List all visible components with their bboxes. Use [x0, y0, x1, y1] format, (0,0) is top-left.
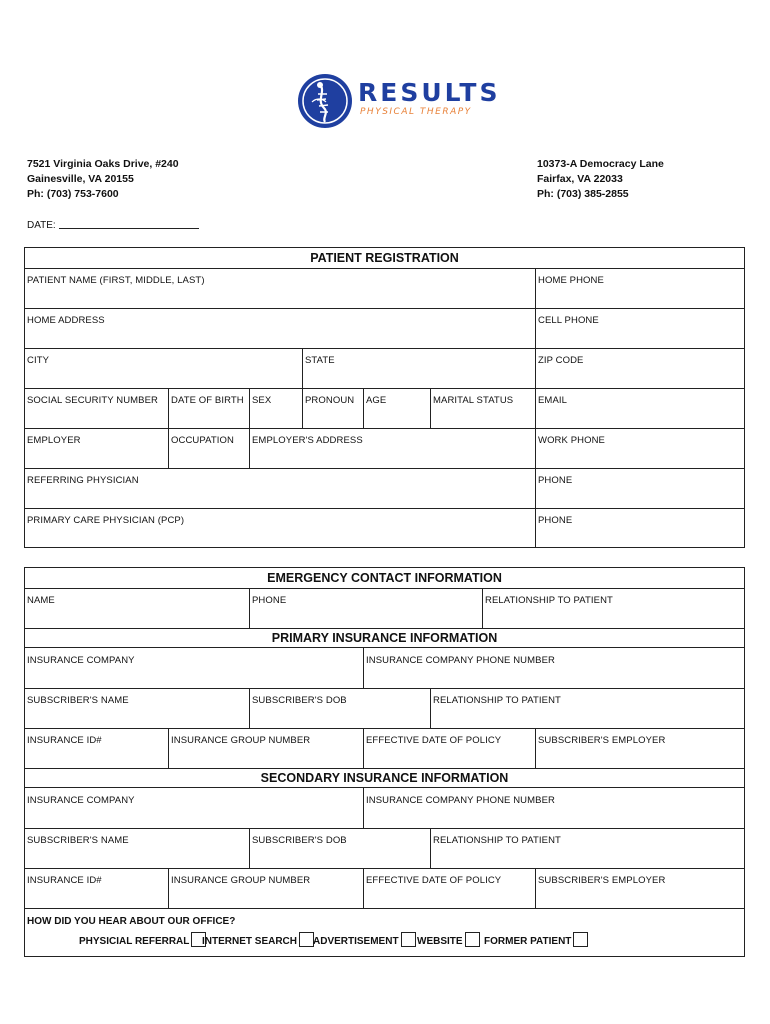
emergency-phone-label: PHONE — [252, 595, 287, 606]
secondary-subscriber-dob-label: SUBSCRIBER'S DOB — [252, 835, 347, 846]
phone-line: Ph: (703) 753-7600 — [27, 188, 119, 200]
address-line: 7521 Virginia Oaks Drive, #240 — [27, 158, 179, 170]
employer-address-label: EMPLOYER'S ADDRESS — [252, 435, 363, 446]
option-internet-search[interactable] — [202, 932, 314, 947]
address-line: 10373-A Democracy Lane — [537, 158, 664, 170]
referral-question: HOW DID YOU HEAR ABOUT OUR OFFICE? — [27, 916, 236, 927]
email-label: EMAIL — [538, 395, 568, 406]
home-address-label: HOME ADDRESS — [27, 315, 105, 326]
state-label: STATE — [305, 355, 335, 366]
primary-effective-date-label: EFFECTIVE DATE OF POLICY — [366, 735, 502, 746]
emergency-name-label: NAME — [27, 595, 55, 606]
phone-line: Ph: (703) 385-2855 — [537, 188, 629, 200]
primary-relationship-label: RELATIONSHIP TO PATIENT — [433, 695, 561, 706]
secondary-company-phone-label: INSURANCE COMPANY PHONE NUMBER — [366, 795, 555, 806]
option-physician-referral[interactable] — [79, 932, 206, 947]
primary-insurance-title: PRIMARY INSURANCE INFORMATION — [25, 628, 744, 648]
secondary-insurance-id-label: INSURANCE ID# — [27, 875, 102, 886]
option-website[interactable] — [417, 932, 480, 947]
office-address-gainesville — [27, 157, 179, 202]
primary-group-number-label: INSURANCE GROUP NUMBER — [171, 735, 311, 746]
checkbox[interactable] — [465, 932, 480, 947]
pcp-label: PRIMARY CARE PHYSICIAN (PCP) — [27, 515, 185, 526]
option-label: ADVERTISEMENT — [313, 936, 399, 947]
sex-label: SEX — [252, 395, 272, 406]
office-address-fairfax — [537, 157, 664, 202]
emergency-relationship-label: RELATIONSHIP TO PATIENT — [485, 595, 613, 606]
occupation-label: OCCUPATION — [171, 435, 234, 446]
checkbox[interactable] — [401, 932, 416, 947]
cell-phone-label: CELL PHONE — [538, 315, 599, 326]
referring-phone-label: PHONE — [538, 475, 573, 486]
emergency-title: EMERGENCY CONTACT INFORMATION — [25, 568, 744, 589]
option-label: INTERNET SEARCH — [202, 936, 298, 947]
date-field — [27, 219, 199, 231]
work-phone-label: WORK PHONE — [538, 435, 605, 446]
primary-subscriber-name-label: SUBSCRIBER'S NAME — [27, 695, 129, 706]
option-label: PHYSICIAL REFERRAL — [79, 936, 190, 947]
option-advertisement[interactable] — [313, 932, 416, 947]
results-logo — [296, 72, 501, 128]
secondary-insurance-title: SECONDARY INSURANCE INFORMATION — [25, 768, 744, 788]
referral-source-area — [25, 908, 744, 957]
zip-code-label: ZIP CODE — [538, 355, 584, 366]
option-former-patient[interactable] — [484, 932, 588, 947]
primary-subscriber-dob-label: SUBSCRIBER'S DOB — [252, 695, 347, 706]
logo-subtitle: PHYSICAL THERAPY — [360, 107, 472, 117]
home-phone-label: HOME PHONE — [538, 275, 604, 286]
secondary-subscriber-name-label: SUBSCRIBER'S NAME — [27, 835, 129, 846]
address-line: Gainesville, VA 20155 — [27, 173, 134, 185]
secondary-company-label: INSURANCE COMPANY — [27, 795, 135, 806]
city-label: CITY — [27, 355, 50, 366]
option-label: WEBSITE — [417, 936, 463, 947]
emergency-insurance-section — [24, 567, 745, 957]
address-line: Fairfax, VA 22033 — [537, 173, 623, 185]
spine-logo-icon — [296, 72, 354, 130]
section-title: PATIENT REGISTRATION — [25, 248, 744, 269]
pcp-phone-label: PHONE — [538, 515, 573, 526]
option-label: FORMER PATIENT — [484, 936, 572, 947]
checkbox[interactable] — [299, 932, 314, 947]
pronoun-label: PRONOUN — [305, 395, 355, 406]
date-label: DATE: — [27, 220, 56, 231]
secondary-group-number-label: INSURANCE GROUP NUMBER — [171, 875, 311, 886]
primary-company-phone-label: INSURANCE COMPANY PHONE NUMBER — [366, 655, 555, 666]
ssn-label: SOCIAL SECURITY NUMBER — [27, 395, 159, 406]
age-label: AGE — [366, 395, 387, 406]
patient-name-label: PATIENT NAME (FIRST, MIDDLE, LAST) — [27, 275, 205, 286]
checkbox[interactable] — [573, 932, 588, 947]
primary-company-label: INSURANCE COMPANY — [27, 655, 135, 666]
primary-subscriber-employer-label: SUBSCRIBER'S EMPLOYER — [538, 735, 666, 746]
employer-label: EMPLOYER — [27, 435, 81, 446]
referring-physician-label: REFERRING PHYSICIAN — [27, 475, 139, 486]
date-of-birth-label: DATE OF BIRTH — [171, 395, 244, 406]
date-input[interactable] — [59, 219, 199, 229]
primary-insurance-id-label: INSURANCE ID# — [27, 735, 102, 746]
logo-title: RESULTS — [358, 78, 501, 107]
marital-status-label: MARITAL STATUS — [433, 395, 514, 406]
patient-registration-section — [24, 247, 745, 548]
secondary-relationship-label: RELATIONSHIP TO PATIENT — [433, 835, 561, 846]
secondary-effective-date-label: EFFECTIVE DATE OF POLICY — [366, 875, 502, 886]
secondary-subscriber-employer-label: SUBSCRIBER'S EMPLOYER — [538, 875, 666, 886]
